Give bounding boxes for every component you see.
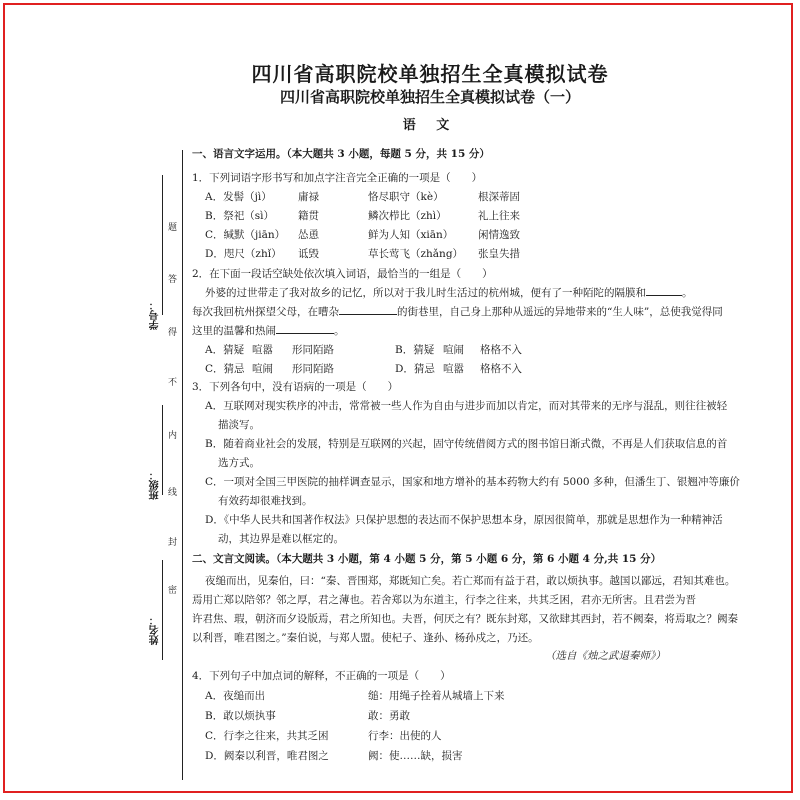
q1-option-d-2: 诋毁 — [298, 248, 319, 260]
q1-option-d-1: D．咫尺（zhǐ） — [205, 248, 282, 260]
passage-line: 许君焦、瑕，朝济而夕设版焉，君之所知也。夫晋，何厌之有？既东封郑，又欲肆其西封，若不阙秦，将焉取之？阙秦 — [192, 613, 738, 625]
binding-mark: 线 — [168, 488, 178, 498]
q3-option-a: A．互联网对现实秩序的冲击，常常被一些人作为自由与进步而加以肯定，而对其带来的无序与混乱，则往往被轻 — [205, 400, 728, 412]
q2-option-d-1: D．猜忌 — [395, 363, 435, 375]
section2-heading: 二、文言文阅读。（本大题共 3 小题，第 4 小题 5 分，第 5 小题 6 分，第 6 小题 4 分,共 15 分） — [192, 553, 662, 565]
q3-option-c: C．一项对全国三甲医院的抽样调查显示，国家和地方增补的基本药物大约有 5000 多种，但潘生丁、银翘冲等廉价 — [205, 476, 740, 488]
q4-option-a-2: 缒：用绳子拴着从城墙上下来 — [368, 690, 505, 702]
q4-stem: 4．下列句子中加点词的解释，不正确的一项是（ ） — [192, 670, 451, 682]
q2-passage-line: 外婆的过世带走了我对故乡的记忆，所以对于我儿时生活过的杭州城，便有了一种陌陀的隔膜和 。 — [205, 287, 693, 299]
q2-option-c-1: C．猜忌 — [205, 363, 245, 375]
q2-option-a-1: A．猜疑 — [205, 344, 245, 356]
binding-mark: 密 — [168, 586, 178, 596]
q4-option-b-2: 敢：勇敢 — [368, 710, 410, 722]
passage-line: 以利晋，唯君图之。”秦伯说，与郑人盟。使杞子、逢孙、杨孙戍之，乃还。 — [192, 632, 539, 644]
q3-option-b-cont: 选方式。 — [218, 457, 260, 469]
q4-option-c-1: C．行李之往来，共其乏困 — [205, 730, 329, 742]
exam-subtitle: 四川省高职院校单独招生全真模拟试卷（一） — [279, 88, 580, 106]
q1-option-c-3: 鲜为人知（xiān） — [368, 229, 454, 241]
q2-stem: 2．在下面一段话空缺处依次填入词语，最恰当的一组是（ ） — [192, 268, 493, 280]
student-id-label: 学号： — [150, 300, 161, 330]
passage-source: （选自《烛之武退秦师》） — [545, 650, 666, 662]
binding-line — [162, 560, 163, 660]
binding-mark: 不 — [168, 378, 178, 388]
q2-passage-text: 每次我回杭州探望父母，在嘈杂 — [192, 306, 339, 318]
subject-title: 语 文 — [402, 118, 458, 133]
answer-blank — [646, 295, 682, 296]
q1-option-a-4: 根深蒂固 — [478, 191, 520, 203]
binding-line — [162, 175, 163, 315]
q1-option-d-3: 草长莺飞（zhǎng） — [368, 248, 464, 260]
q2-passage-line: 这里的温馨和热闹 。 — [192, 325, 345, 337]
q4-option-a-1: A．夜缒而出 — [205, 690, 266, 702]
q1-option-a-3: 恪尽职守（kè） — [368, 191, 444, 203]
passage-line: 焉用亡郑以陪邻？邻之厚，君之薄也。若舍郑以为东道主，行李之往来，共其乏困，君亦无所害。且君尝为晋 — [192, 594, 696, 606]
exam-title: 四川省高职院校单独招生全真模拟试卷 — [251, 62, 609, 86]
class-label: 班级： — [150, 470, 161, 500]
q2-passage-text: 这里的温馨和热闹 — [192, 325, 276, 337]
q2-option-d-3: 格格不入 — [480, 363, 522, 375]
q2-passage-text: 的街巷里，自己身上那种从遥远的异地带来的“生人味”，总使我觉得同 — [397, 306, 723, 318]
q3-stem: 3．下列各句中，没有语病的一项是（ ） — [192, 381, 399, 393]
q1-stem: 1．下列词语字形书写和加点字注音完全正确的一项是（ ） — [192, 172, 483, 184]
q1-option-a-2: 庸禄 — [298, 191, 319, 203]
q1-option-c-1: C．缄默（jiān） — [205, 229, 286, 241]
binding-gutter-line — [182, 150, 183, 780]
q3-option-d: D．《中华人民共和国著作权法》只保护思想的表达而不保护思想本身，原因很简单，那就是思想作为一种精神活 — [205, 514, 723, 526]
q2-option-c-2: 喧闹 — [252, 363, 273, 375]
q1-option-b-4: 礼上往来 — [478, 210, 520, 222]
binding-mark: 答 — [168, 275, 178, 285]
q1-option-b-1: B．祭祀（sì） — [205, 210, 274, 222]
q1-option-b-2: 籍贯 — [298, 210, 319, 222]
q4-option-c-2: 行李：出使的人 — [368, 730, 442, 742]
q2-option-b-2: 喧闹 — [443, 344, 464, 356]
q4-option-d-2: 阙：使……缺，损害 — [368, 750, 463, 762]
q1-option-c-4: 闲情逸致 — [478, 229, 520, 241]
q2-option-a-2: 喧嚣 — [252, 344, 273, 356]
name-label: 姓名： — [150, 615, 161, 645]
binding-mark: 题 — [168, 223, 178, 233]
q4-option-b-1: B．敢以烦执事 — [205, 710, 276, 722]
q2-option-a-3: 形同陌路 — [292, 344, 334, 356]
q2-option-c-3: 形同陌路 — [292, 363, 334, 375]
binding-mark: 封 — [168, 538, 178, 548]
q3-option-a-cont: 描淡写。 — [218, 419, 260, 431]
q2-option-b-1: B．猜疑 — [395, 344, 435, 356]
q2-option-b-3: 格格不入 — [480, 344, 522, 356]
q2-passage-text: 外婆的过世带走了我对故乡的记忆，所以对于我儿时生活过的杭州城，便有了一种陌陀的隔膜和 — [205, 287, 646, 299]
section1-heading: 一、语言文字运用。（本大题共 3 小题，每题 5 分，共 15 分） — [192, 148, 490, 160]
q3-option-d-cont: 动，其边界是难以框定的。 — [218, 533, 344, 545]
passage-line: 夜缒而出，见秦伯，曰：“秦、晋围郑，郑既知亡矣。若亡郑而有益于君，敢以烦执事。越国以鄙远，君知其难也。 — [205, 575, 736, 587]
q3-option-b: B．随着商业社会的发展，特别是互联网的兴起，固守传统借阅方式的图书馆日渐式微，不再是人们获取信息的首 — [205, 438, 728, 450]
q4-option-d-1: D．阙秦以利晋，唯君图之 — [205, 750, 329, 762]
q2-passage-line — [192, 304, 723, 319]
binding-mark: 内 — [168, 431, 178, 441]
q1-option-d-4: 张皇失措 — [478, 248, 520, 260]
q3-option-c-cont: 有效药却很难找到。 — [218, 495, 313, 507]
q1-option-a-1: A．发髻（jì） — [205, 191, 272, 203]
q1-option-c-2: 怂恿 — [298, 229, 319, 241]
q1-option-b-3: 鳞次栉比（zhì） — [368, 210, 447, 222]
answer-blank — [339, 314, 397, 315]
q2-option-d-2: 喧嚣 — [443, 363, 464, 375]
answer-blank — [276, 333, 334, 334]
binding-mark: 得 — [168, 328, 178, 338]
